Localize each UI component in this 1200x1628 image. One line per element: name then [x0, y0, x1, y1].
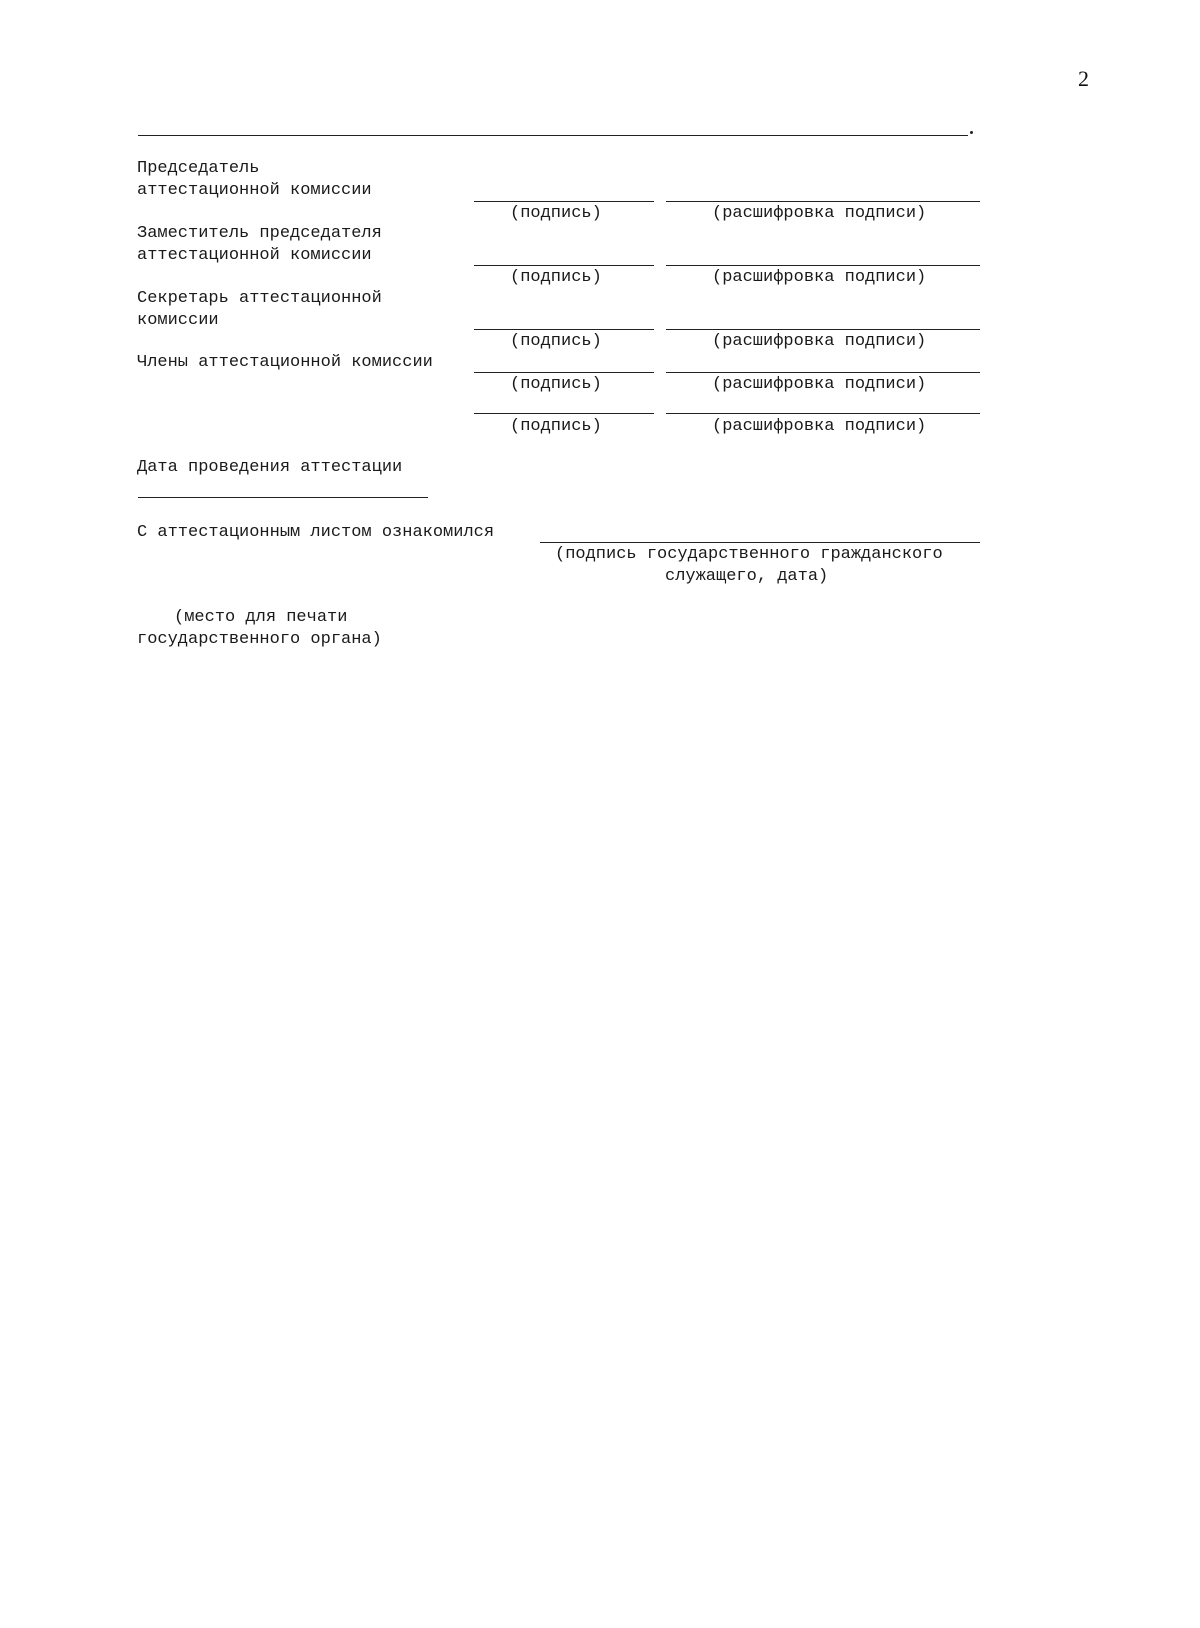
members-label: Члены аттестационной комиссии [137, 353, 433, 372]
page-number: 2 [1078, 66, 1089, 91]
secretary-decryption-line[interactable] [666, 329, 980, 330]
chairman-signature-line[interactable] [474, 201, 654, 202]
member1-signature-line[interactable] [474, 372, 654, 373]
secretary-decryption-caption: (расшифровка подписи) [712, 332, 927, 351]
deputy-decryption-line[interactable] [666, 265, 980, 266]
secretary-signature-line[interactable] [474, 329, 654, 330]
deputy-label-line2: аттестационной комиссии [137, 246, 372, 265]
member1-signature-caption: (подпись) [510, 375, 602, 394]
seal-caption-line1: (место для печати [174, 608, 348, 627]
seal-caption-line2: государственного органа) [137, 630, 382, 649]
secretary-label-line2: комиссии [137, 311, 219, 330]
deputy-label-line1: Заместитель председателя [137, 224, 382, 243]
acquainted-label: С аттестационным листом ознакомился [137, 523, 495, 542]
chairman-decryption-caption: (расшифровка подписи) [712, 204, 927, 223]
member1-decryption-line[interactable] [666, 372, 980, 373]
top-fill-line-period [970, 131, 973, 134]
acquainted-signature-line[interactable] [540, 542, 980, 543]
member1-decryption-caption: (расшифровка подписи) [712, 375, 927, 394]
secretary-label-line1: Секретарь аттестационной [137, 289, 382, 308]
member2-signature-caption: (подпись) [510, 417, 602, 436]
deputy-decryption-caption: (расшифровка подписи) [712, 268, 927, 287]
top-fill-line [138, 135, 968, 136]
deputy-signature-caption: (подпись) [510, 268, 602, 287]
deputy-signature-line[interactable] [474, 265, 654, 266]
chairman-label-line2: аттестационной комиссии [137, 181, 372, 200]
member2-decryption-line[interactable] [666, 413, 980, 414]
date-fill-line[interactable] [138, 497, 428, 498]
chairman-decryption-line[interactable] [666, 201, 980, 202]
chairman-label-line1: Председатель [137, 159, 260, 178]
member2-signature-line[interactable] [474, 413, 654, 414]
acquainted-caption-line2: служащего, дата) [665, 567, 829, 586]
member2-decryption-caption: (расшифровка подписи) [712, 417, 927, 436]
chairman-signature-caption: (подпись) [510, 204, 602, 223]
date-label: Дата проведения аттестации [137, 458, 403, 477]
acquainted-caption-line1: (подпись государственного гражданского [555, 545, 943, 564]
secretary-signature-caption: (подпись) [510, 332, 602, 351]
